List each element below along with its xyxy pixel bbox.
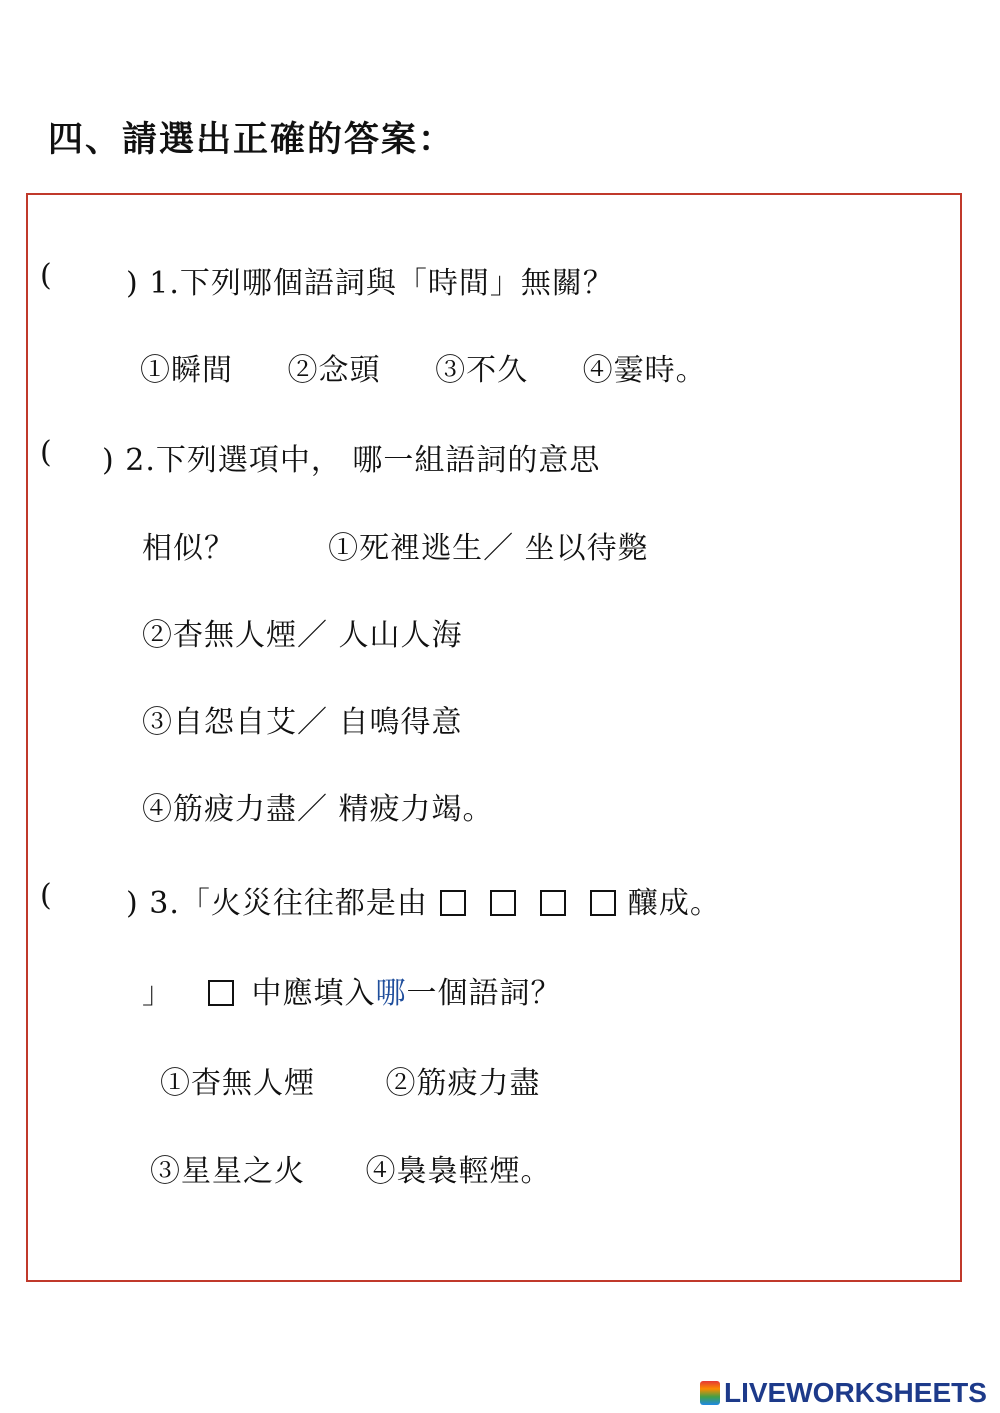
question-1-stem-line [126,258,614,302]
question-3-stem-line [126,878,721,922]
blank-box-example [208,980,234,1006]
question-3-options-row-2 [150,1146,596,1190]
question-3-option-1[interactable]: ①杳無人煙 [160,1066,315,1101]
section-heading: 四、請選出正確的答案： [48,119,456,160]
answer-paren-open-1: ( [40,258,52,293]
question-2-stem-continued [142,523,649,567]
answer-paren-close-2: ) [102,443,115,478]
question-2-option-2[interactable]: ②杳無人煙／ 人山人海 [142,618,463,653]
answer-paren-close-3: ) [126,886,139,921]
question-2-option-3[interactable]: ③自怨自艾／ 自鳴得意 [142,705,463,740]
question-1-option-4[interactable]: ④霎時。 [582,353,707,388]
question-3-stem2-post: 一個語詞？ [406,976,562,1011]
question-3-stem-continued [142,968,562,1012]
question-3-stem2-pre: 」 [142,976,173,1011]
question-2-number: 2. [125,443,156,478]
answer-paren-close-1: ) [126,266,139,301]
question-3-stem-post: 釀成。 [627,886,721,921]
question-2-option-4[interactable]: ④筋疲力盡／ 精疲力竭。 [142,792,494,827]
blank-box-4 [590,890,616,916]
question-3-option-2[interactable]: ②筋疲力盡 [385,1066,541,1101]
question-1-option-2[interactable]: ②念頭 [287,353,381,388]
question-3-stem2-mid: 中應填入 [251,976,376,1011]
question-2-stem: 下列選項中， 哪一組語詞的意思 [155,443,601,478]
question-1-options [140,345,751,389]
logo-text: LIVEWORKSHEETS [724,1377,987,1408]
blank-box-3 [540,890,566,916]
question-3-number: 3. [149,886,180,921]
blank-box-2 [490,890,516,916]
blank-box-1 [440,890,466,916]
question-2-stem-line [102,435,600,479]
question-2-option-1[interactable]: ①死裡逃生／ 坐以待斃 [328,531,649,566]
logo-mark-icon [700,1381,720,1405]
question-3-stem-pre: 「火災往往都是由 [179,886,428,921]
answer-paren-open-2: ( [40,435,52,470]
question-1-option-3[interactable]: ③不久 [435,353,529,388]
answer-paren-open-3: ( [40,878,52,913]
question-1-option-1[interactable]: ①瞬間 [140,353,233,388]
question-1-stem: 下列哪個語詞與「時間」無關？ [179,266,614,301]
question-1-number: 1. [149,266,180,301]
liveworksheets-logo [700,1378,987,1408]
question-3-stem2-blue: 哪 [375,976,407,1011]
question-2-stem-2: 相似？ [142,531,235,566]
question-3-options-row-1 [160,1058,585,1102]
question-3-option-3[interactable]: ③星星之火 [150,1154,305,1189]
question-3-option-4[interactable]: ④裊裊輕煙。 [365,1154,552,1189]
